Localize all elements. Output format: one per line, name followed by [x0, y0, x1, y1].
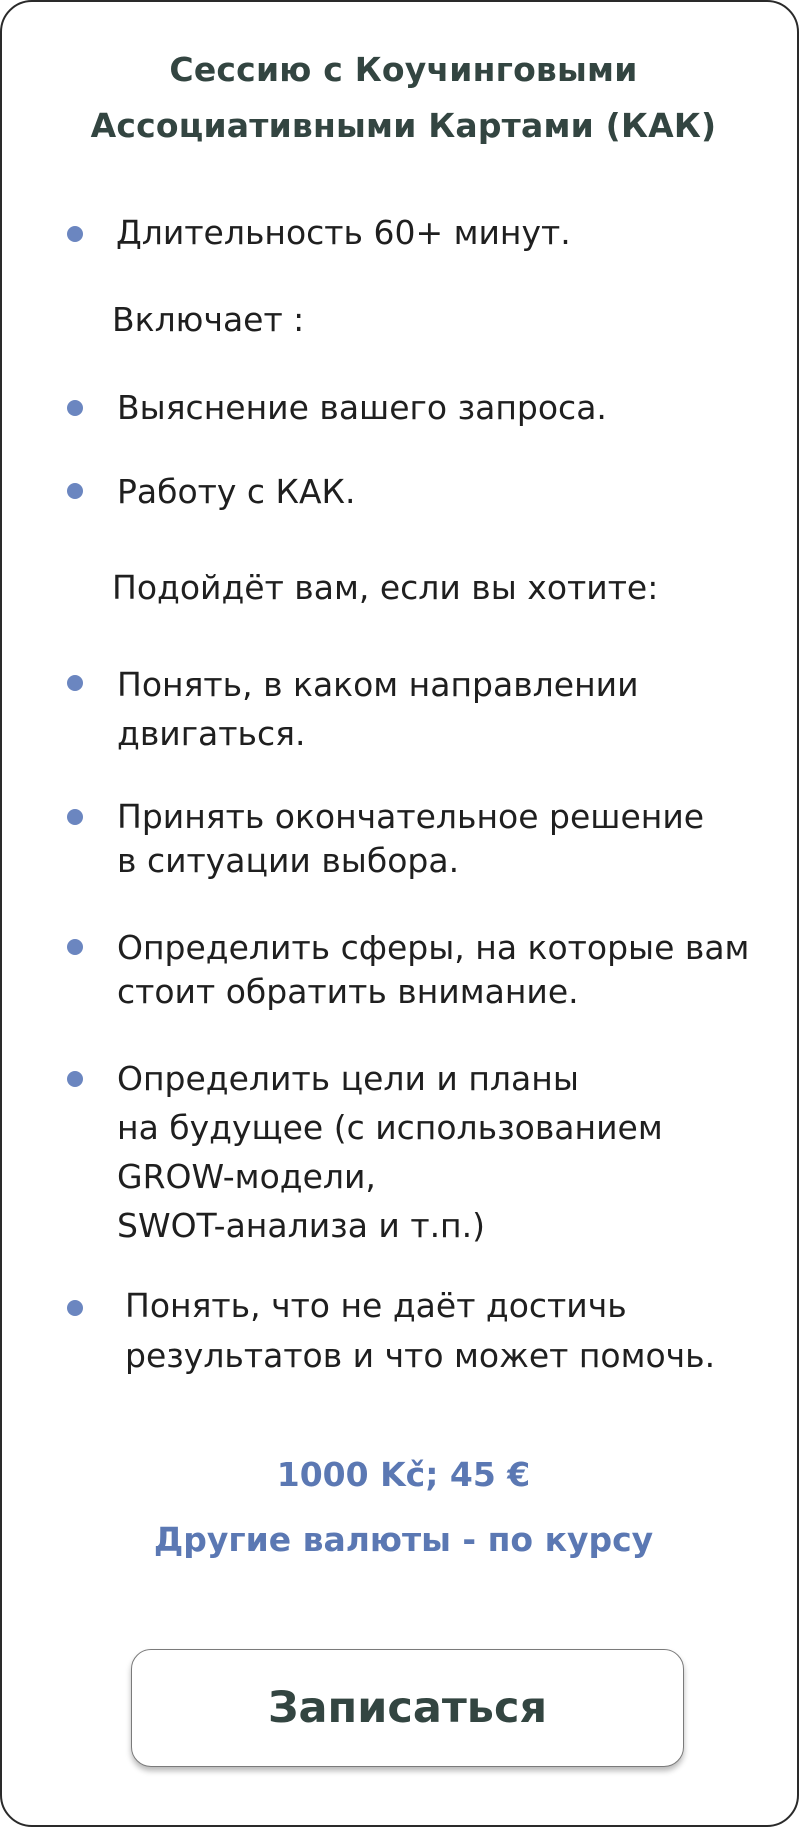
suits-item-line: в ситуации выбора. [117, 841, 460, 880]
sign-up-button-label: Записаться [267, 1683, 548, 1733]
bullet-dot-icon [67, 1300, 83, 1316]
suits-item-line: Понять, что не даёт достичь [125, 1286, 627, 1325]
price: 1000 Kč; 45 € [276, 1455, 531, 1494]
suits-item-line: Понять, в каком направлении [117, 665, 639, 704]
suits-item-line: двигаться. [117, 714, 306, 753]
suits-item-line: Принять окончательное решение [117, 797, 705, 836]
suits-item-line: SWOT-анализа и т.п.) [117, 1206, 485, 1245]
currency-note: Другие валюты - по курсу [153, 1520, 654, 1559]
suits-item-line: результатов и что может помочь. [125, 1336, 716, 1375]
bullet-dot-icon [67, 675, 83, 691]
bullet-dot-icon [67, 226, 83, 242]
bullet-dot-icon [67, 483, 83, 499]
suits-item-line: стоит обратить внимание. [117, 972, 579, 1011]
suits-heading: Подойдёт вам, если вы хотите: [112, 568, 659, 607]
sign-up-button[interactable] [131, 1649, 684, 1767]
includes-item: Работу с КАК. [117, 472, 356, 511]
includes-item: Выяснение вашего запроса. [117, 388, 607, 427]
bullet-dot-icon [67, 1071, 83, 1087]
bullet-dot-icon [67, 400, 83, 416]
card-title: Сессию с Коучинговыми Ассоциативными Картами (КАК) [90, 50, 717, 145]
suits-item-line: Определить сферы, на которые вам [117, 928, 750, 967]
bullet-dot-icon [67, 809, 83, 825]
duration-text: Длительность 60+ минут. [116, 213, 571, 252]
suits-item-line: Определить цели и планы [117, 1059, 579, 1098]
suits-item-line: GROW-модели, [117, 1157, 376, 1196]
bullet-dot-icon [67, 939, 83, 955]
suits-item-line: на будущее (с использованием [117, 1108, 663, 1147]
includes-heading: Включает : [112, 300, 305, 339]
